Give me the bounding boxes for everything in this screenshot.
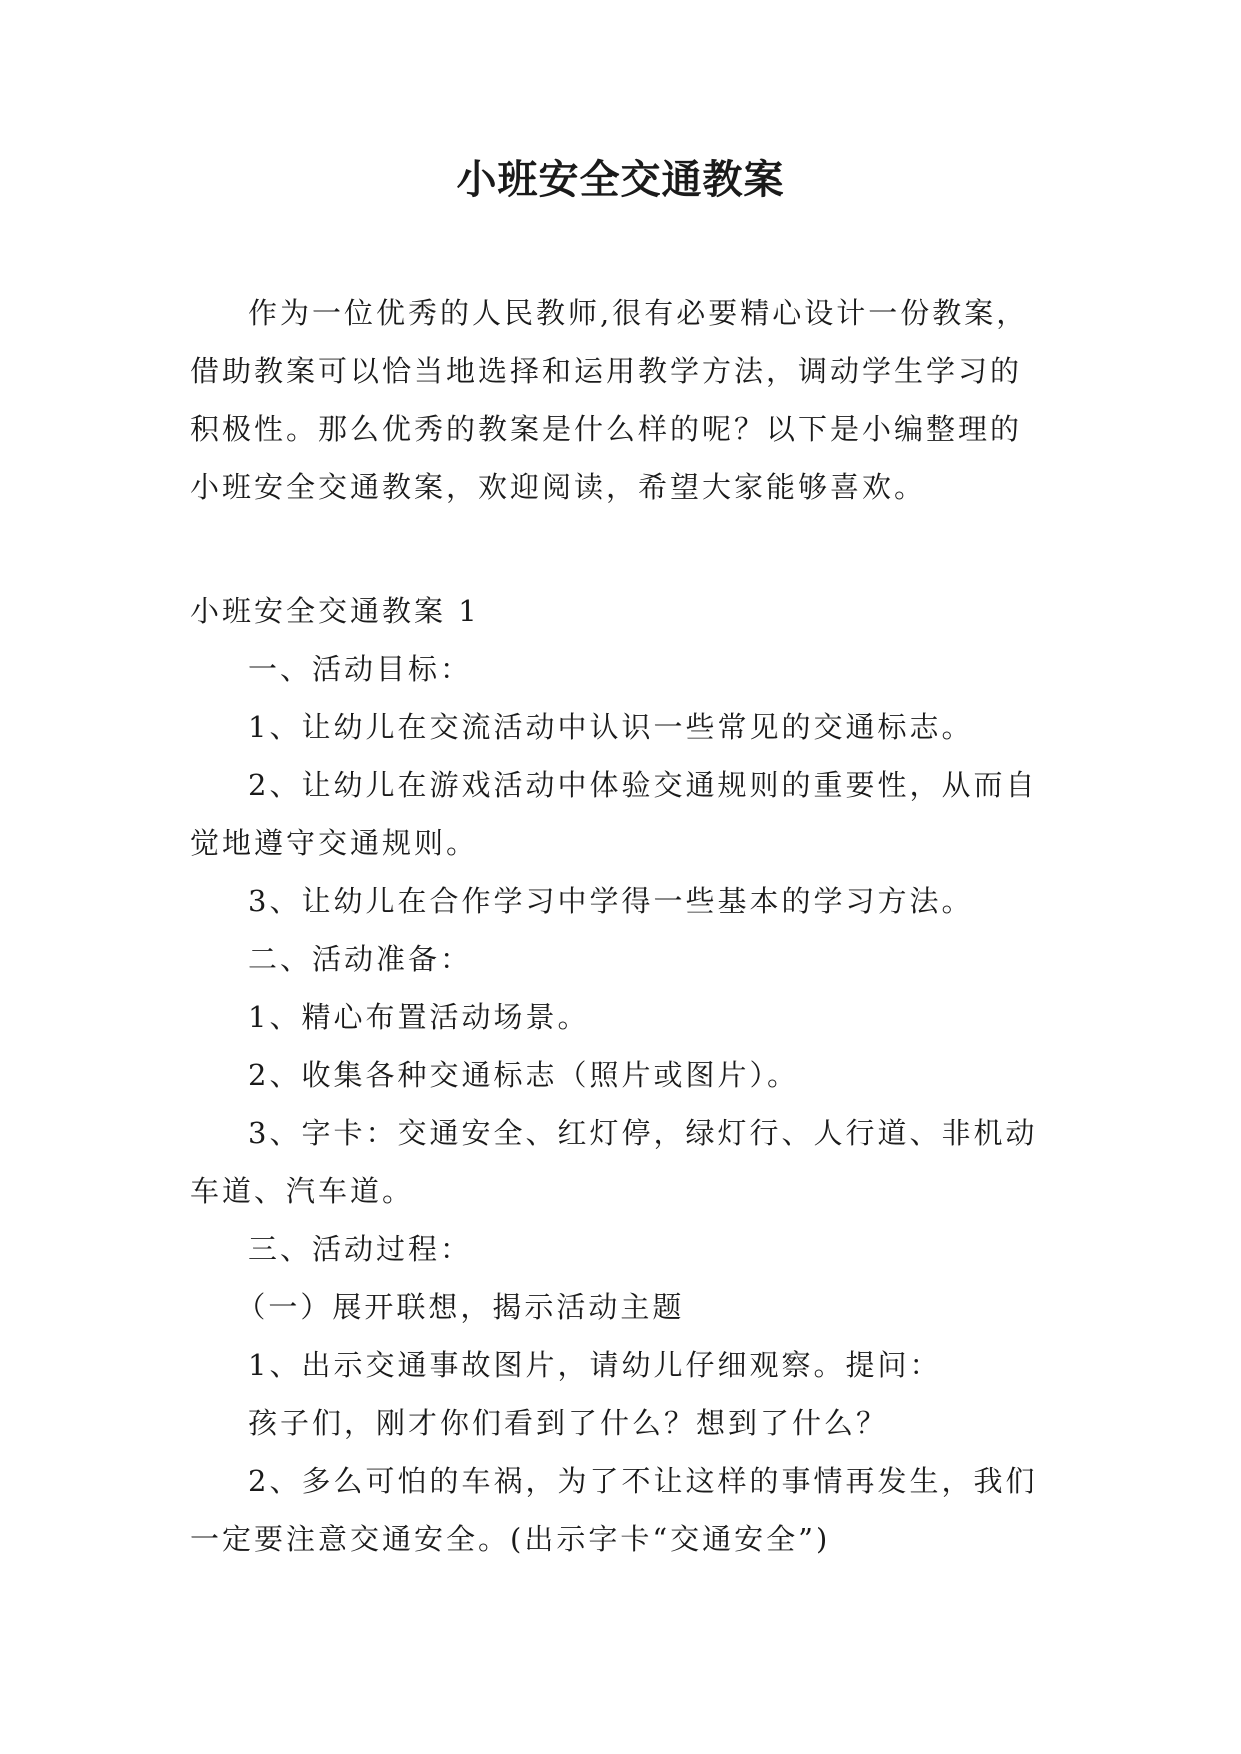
heading-activity-goals: 一、活动目标：	[248, 652, 473, 686]
lesson-plan-section	[190, 582, 1050, 1568]
process-item: 1、出示交通事故图片，请幼儿仔细观察。提问：	[248, 1348, 942, 1382]
intro-paragraph-block	[190, 284, 1050, 516]
preparation-item: 2、收集各种交通标志（照片或图片）。	[248, 1058, 799, 1092]
section-title: 小班安全交通教案 1	[190, 594, 480, 628]
goal-item: 3、让幼儿在合作学习中学得一些基本的学习方法。	[248, 884, 974, 918]
process-question: 孩子们，刚才你们看到了什么？想到了什么？	[248, 1406, 889, 1440]
preparation-item: 1、精心布置活动场景。	[248, 1000, 590, 1034]
heading-activity-preparation: 二、活动准备：	[248, 942, 473, 976]
goal-item: 2、让幼儿在游戏活动中体验交通规则的重要性，从而自觉地遵守交通规则。	[190, 768, 1038, 860]
goal-item: 1、让幼儿在交流活动中认识一些常见的交通标志。	[248, 710, 974, 744]
preparation-item: 3、字卡：交通安全、红灯停，绿灯行、人行道、非机动车道、汽车道。	[190, 1116, 1038, 1208]
process-item: 2、多么可怕的车祸，为了不让这样的事情再发生，我们一定要注意交通安全。(出示字卡“交通安全”)	[190, 1464, 1038, 1556]
intro-paragraph: 作为一位优秀的人民教师,很有必要精心设计一份教案，借助教案可以恰当地选择和运用教学方法，调动学生学习的积极性。那么优秀的教案是什么样的呢？以下是小编整理的小班安全交通教案，欢迎阅读，希望大家能够喜欢。	[190, 296, 1029, 504]
subheading-process-step: （一）展开联想，揭示活动主题	[236, 1290, 685, 1324]
document-title: 小班安全交通教案	[456, 156, 785, 203]
heading-activity-process: 三、活动过程：	[248, 1232, 473, 1266]
